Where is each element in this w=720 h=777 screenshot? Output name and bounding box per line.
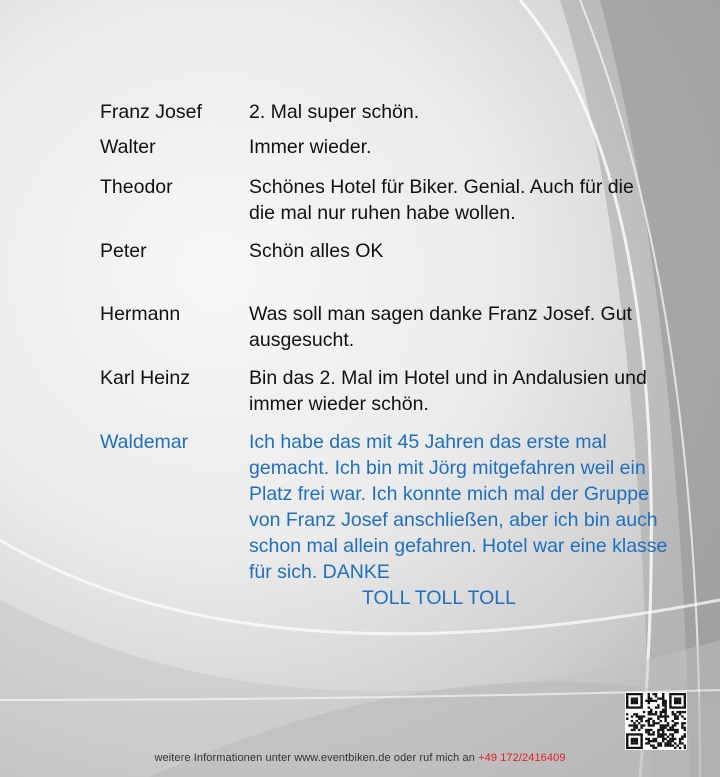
entry-name: Waldemar xyxy=(100,431,189,453)
footer xyxy=(0,752,720,764)
footer-phone: +49 172/2416409 xyxy=(478,752,566,764)
entry-text: Bin das 2. Mal im Hotel und in Andalusien und immer wieder schön. xyxy=(249,367,647,415)
entry-name: Walter xyxy=(100,136,156,158)
entry-text: 2. Mal super schön. xyxy=(249,101,420,123)
entry-text: Schönes Hotel für Biker. Genial. Auch für die die mal nur ruhen habe wollen. xyxy=(249,176,634,224)
entry-closing: TOLL TOLL TOLL xyxy=(362,587,516,609)
qr-code-icon xyxy=(625,692,687,750)
footer-text: weitere Informationen unter www.eventbiken.de oder ruf mich an xyxy=(154,752,479,764)
entry-text: Schön alles OK xyxy=(249,240,384,262)
entry-text: Immer wieder. xyxy=(249,136,372,158)
entry-name: Franz Josef xyxy=(100,101,202,123)
entry-name: Hermann xyxy=(100,303,181,325)
entry-text xyxy=(249,429,669,611)
entry-name: Peter xyxy=(100,240,147,262)
entry-name: Theodor xyxy=(100,176,173,198)
entry-name: Karl Heinz xyxy=(100,367,190,389)
entry-text: Was soll man sagen danke Franz Josef. Gut ausgesucht. xyxy=(249,303,632,351)
entry-text-body: Ich habe das mit 45 Jahren das erste mal gemacht. Ich bin mit Jörg mitgefahren weil ein Platz frei war. Ich konnte mich mal der Gruppe von Franz Josef anschließen, aber ich bin auch schon mal allein gefahren. Hotel war eine klasse für sich. DANKE xyxy=(249,431,668,583)
